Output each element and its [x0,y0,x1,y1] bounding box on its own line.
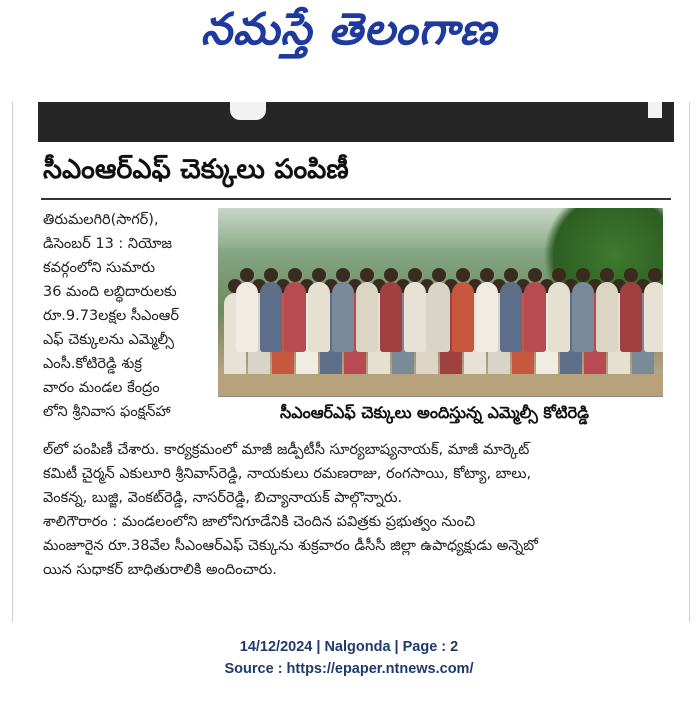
group-photo [218,208,663,396]
photo-person-head [480,268,494,282]
photo-person [572,282,594,352]
banner-glyph [230,102,266,120]
photo-person [428,282,450,352]
photo-person [404,282,426,352]
masthead-title: నమస్తే తెలంగాణ [200,4,498,55]
photo-person [548,282,570,352]
body-line: కమిటీ చైర్మన్ ఎకులూరి శ్రీనివాస్‌రెడ్డి, నాయకులు రమణరాజు, రంగసాయి, కోట్యా, బాలు, [43,466,532,482]
lead-line: వారం మండల కేంద్రం [43,380,160,396]
photo-person-head [456,268,470,282]
photo-person [308,282,330,352]
photo-person [500,282,522,352]
photo-person [284,282,306,352]
clipping-top-banner [38,102,674,142]
photo-person-head [240,268,254,282]
photo-person-head [528,268,542,282]
photo-person [596,282,618,352]
photo-person-head [360,268,374,282]
photo-person [452,282,474,352]
photo-person-head [312,268,326,282]
photo-person-head [504,268,518,282]
body-line: శాలిగౌరారం : మండలంలోని జాలోనిగూడేనికి చెందిన పవిత్రకు ప్రభుత్వం నుంచి [43,514,476,530]
lead-line: డిసెంబర్ 13 : నియోజ [43,236,172,252]
lead-line: తిరుమలగిరి(సాగర్), [43,212,159,228]
photo-person-head [408,268,422,282]
footer-date-line: 14/12/2024 | Nalgonda | Page : 2 [239,639,459,655]
photo-person-head [336,268,350,282]
headline-divider [41,198,671,200]
lead-line: ఎఫ్ చెక్కులను ఎమ్మెల్సీ [43,332,175,348]
photo-person [236,282,258,352]
photo-person-head [384,268,398,282]
photo-person-head [288,268,302,282]
photo-person [620,282,642,352]
photo-person [524,282,546,352]
photo-person-head [600,268,614,282]
article-headline: సీఎంఆర్ఎఫ్ చెక్కులు పంపిణీ [43,154,349,185]
body-line: ల్‌లో పంపిణీ చేశారు. కార్యక్రమంలో మాజీ జడ్పీటీసీ సూర్యబాష్యనాయక్, మాజీ మార్కెట్ [43,442,530,458]
photo-person [332,282,354,352]
news-clipping [12,102,690,622]
footer-source-line: Source : https://epaper.ntnews.com/ [224,661,474,677]
body-line: మంజూరైన రూ.38వేల సీఎంఆర్ఎఫ్ చెక్కును శుక్రవారం డీసీసీ జిల్లా ఉపాధ్యక్షుడు అన్నెబో [43,538,539,554]
photo-person-head [624,268,638,282]
lead-line: రూ.9.73లక్షల సీఎంఆర్ [43,308,179,324]
photo-person [476,282,498,352]
body-line: వెంకన్న, బుజ్జి, వెంకట్‌రెడ్డి, నాసర్‌రెడ్డి, బిచ్యానాయక్ పాల్గొన్నారు. [43,490,403,506]
photo-caption: సీఎంఆర్ఎఫ్ చెక్కులు అందిస్తున్న ఎమ్మెల్సీ కోటిరెడ్డి [280,403,589,422]
newspaper-masthead [0,4,698,70]
photo-person-head [432,268,446,282]
photo-person [644,282,663,352]
source-footer [0,636,698,680]
lead-line: ఎంసీ.కోటిరెడ్డి శుక్ర [43,356,142,372]
photo-ground [218,374,663,396]
lead-line: కవర్గంలోని సుమారు [43,260,155,276]
photo-person-head [552,268,566,282]
photo-person [356,282,378,352]
article-lead-column [43,208,223,424]
body-line: యిన సుధాకర్ బాధితురాలికి అందించారు. [43,562,277,578]
photo-person [380,282,402,352]
banner-glyph-right [648,102,662,118]
photo-person-head [264,268,278,282]
photo-caption-box [218,396,663,433]
article-body [43,438,673,582]
photo-person-head [648,268,662,282]
photo-person [260,282,282,352]
photo-person-head [576,268,590,282]
lead-line: 36 మంది లబ్ధిదారులకు [43,284,177,300]
lead-line: లోని శ్రీనివాస ఫంక్షన్‌హా [43,404,171,420]
